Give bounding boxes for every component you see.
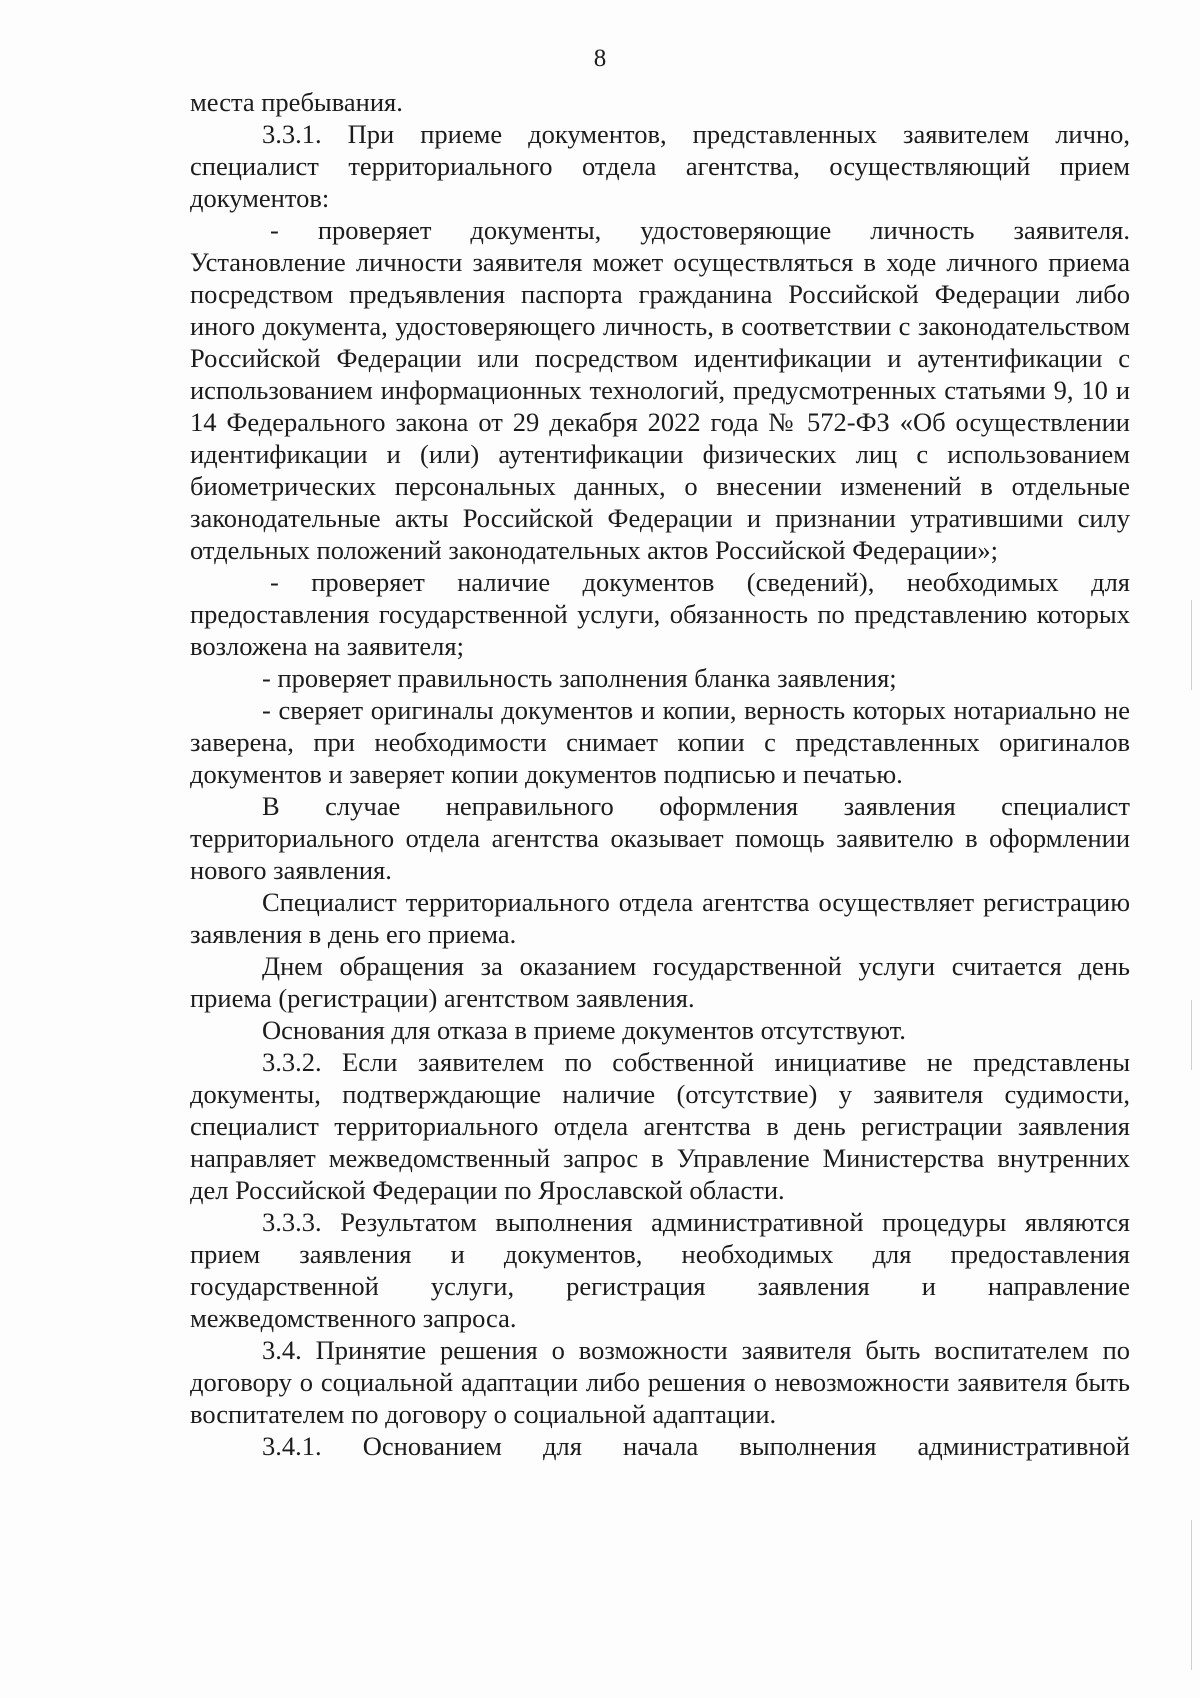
paragraph-registration: Специалист территориального отдела агентства осуществляет регистрацию заявления в день его приема. bbox=[190, 887, 1130, 949]
paragraph-documents-check: - проверяет наличие документов (сведений), необходимых для предоставления государственной услуги, обязанность по представлению которых возложена на заявителя; bbox=[190, 567, 1130, 661]
paragraph-identity-check: - проверяет документы, удостоверяющие личность заявителя. Установление личности заявителя может осуществляться в ходе личного приема посредством предъявления паспорта гражданина Российской Федерации либо иного документа, удостоверяющего личность, в соответствии с законодательством Российской Федерации или посредством идентификации и аутентификации с использованием информационных технологий, предусмотренных статьями 9, 10 и 14 Федерального закона от 29 декабря 2022 года № 572-ФЗ «Об осуществлении идентификации и (или) аутентификации физических лиц с использованием биометрических персональных данных, о внесении изменений в отдельные законодательные акты Российской Федерации и признании утратившими силу отдельных положений законодательных актов Российской Федерации»; bbox=[190, 215, 1130, 565]
scan-edge-mark bbox=[1191, 600, 1192, 690]
paragraph-3-4-1: 3.4.1. Основанием для начала выполнения административной bbox=[262, 1431, 1130, 1461]
paragraph-incorrect-form: В случае неправильного оформления заявления специалист территориального отдела агентства оказывает помощь заявителю в оформлении нового заявления. bbox=[190, 791, 1130, 885]
paragraph-continuation: места пребывания. bbox=[190, 87, 403, 117]
scan-edge-mark bbox=[1191, 1520, 1192, 1670]
page-number: 8 bbox=[593, 45, 607, 72]
scan-edge-mark bbox=[1191, 1000, 1192, 1070]
paragraph-application-day: Днем обращения за оказанием государственной услуги считается день приема (регистрации) агентством заявления. bbox=[190, 951, 1130, 1013]
paragraph-no-refusal: Основания для отказа в приеме документов отсутствуют. bbox=[262, 1015, 906, 1045]
paragraph-3-3-3: 3.3.3. Результатом выполнения административной процедуры являются прием заявления и документов, необходимых для предоставления государственной услуги, регистрация заявления и направление межведомственного запроса. bbox=[190, 1207, 1130, 1333]
paragraph-3-4: 3.4. Принятие решения о возможности заявителя быть воспитателем по договору о социальной адаптации либо решения о невозможности заявителя быть воспитателем по договору о социальной адаптации. bbox=[190, 1335, 1130, 1429]
paragraph-form-check: - проверяет правильность заполнения бланка заявления; bbox=[262, 663, 897, 693]
paragraph-originals-check: - сверяет оригиналы документов и копии, верность которых нотариально не заверена, при необходимости снимает копии с представленных оригиналов документов и заверяет копии документов подписью и печатью. bbox=[190, 695, 1130, 789]
paragraph-3-3-1: 3.3.1. При приеме документов, представленных заявителем лично, специалист территориального отдела агентства, осуществляющий прием документов: bbox=[190, 119, 1130, 213]
paragraph-3-3-2: 3.3.2. Если заявителем по собственной инициативе не представлены документы, подтверждающие наличие (отсутствие) у заявителя судимости, специалист территориального отдела агентства в день регистрации заявления направляет межведомственный запрос в Управление Министерства внутренних дел Российской Федерации по Ярославской области. bbox=[190, 1047, 1130, 1205]
document-body bbox=[190, 86, 1130, 1462]
